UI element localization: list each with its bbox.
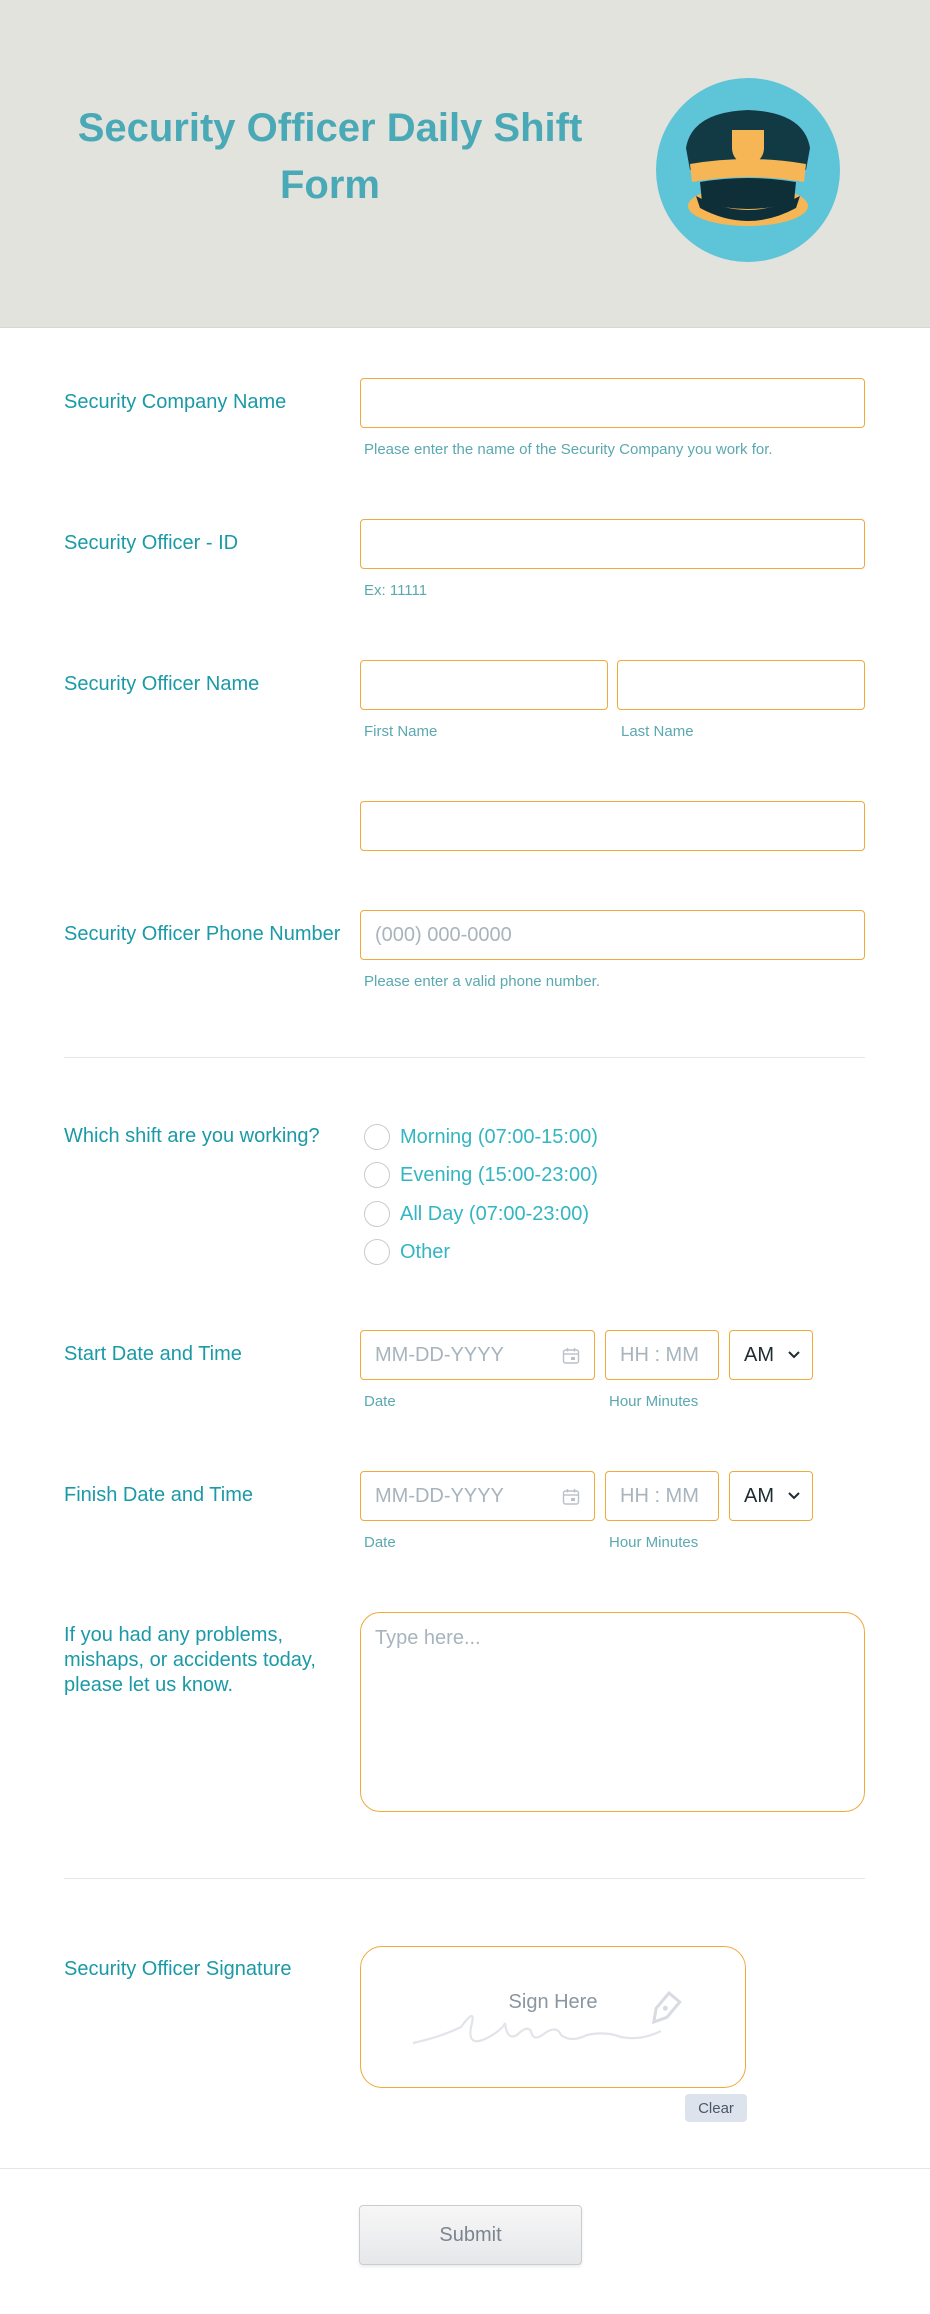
- start-date-input[interactable]: [360, 1330, 595, 1380]
- signature-prompt: Sign Here: [508, 1991, 598, 2013]
- finish-ampm-value: AM: [744, 1484, 774, 1507]
- shift-label: Which shift are you working?: [64, 1125, 320, 1147]
- radio-circle[interactable]: [364, 1124, 390, 1150]
- start-datetime-label: Start Date and Time: [64, 1343, 242, 1365]
- start-ampm-value: AM: [744, 1343, 774, 1366]
- radio-label: All Day (07:00-23:00): [400, 1202, 589, 1225]
- phone-label: Security Officer Phone Number: [64, 923, 341, 945]
- finish-ampm-select[interactable]: [729, 1471, 813, 1521]
- shift-option-other[interactable]: [364, 1236, 450, 1268]
- officer-name-extra-input[interactable]: [360, 801, 865, 851]
- footer-divider: [0, 2168, 930, 2169]
- radio-circle[interactable]: [364, 1239, 390, 1265]
- police-cap-logo-icon: [656, 78, 840, 262]
- shift-option-evening[interactable]: [364, 1159, 598, 1191]
- radio-circle[interactable]: [364, 1201, 390, 1227]
- radio-label: Other: [400, 1240, 451, 1263]
- shift-option-morning[interactable]: [364, 1121, 598, 1153]
- finish-time-input[interactable]: HH : MM: [605, 1471, 719, 1521]
- calendar-icon[interactable]: [562, 1488, 580, 1506]
- signature-label: Security Officer Signature: [64, 1958, 292, 1980]
- phone-hint: Please enter a valid phone number.: [364, 973, 600, 990]
- start-date-hint: Date: [364, 1393, 396, 1410]
- radio-label: Evening (15:00-23:00): [400, 1163, 598, 1186]
- last-name-input[interactable]: [617, 660, 865, 710]
- first-name-hint: First Name: [364, 723, 438, 740]
- radio-label: Morning (07:00-15:00): [400, 1125, 598, 1148]
- finish-datetime-label: Finish Date and Time: [64, 1484, 253, 1506]
- chevron-down-icon: [788, 1351, 800, 1359]
- officer-id-label: Security Officer - ID: [64, 532, 239, 554]
- finish-date-input[interactable]: [360, 1471, 595, 1521]
- company-name-hint: Please enter the name of the Security Company you work for.: [364, 441, 773, 458]
- finish-date-hint: Date: [364, 1534, 396, 1551]
- chevron-down-icon: [788, 1492, 800, 1500]
- phone-input[interactable]: (000) 000-0000: [360, 910, 865, 960]
- radio-circle[interactable]: [364, 1162, 390, 1188]
- company-name-label: Security Company Name: [64, 391, 287, 413]
- officer-id-hint: Ex: 11111: [364, 582, 428, 599]
- clear-signature-button[interactable]: Clear: [685, 2094, 747, 2122]
- section-divider: [64, 1057, 865, 1058]
- start-date-placeholder: MM-DD-YYYY: [375, 1343, 504, 1366]
- calendar-icon[interactable]: [562, 1347, 580, 1365]
- start-time-hint: Hour Minutes: [609, 1393, 699, 1410]
- form-title: Security Officer Daily Shift Form: [77, 106, 583, 207]
- signature-scribble-icon: [411, 1987, 711, 2057]
- section-divider: [64, 1878, 865, 1879]
- start-ampm-select[interactable]: [729, 1330, 813, 1380]
- finish-date-placeholder: MM-DD-YYYY: [375, 1484, 504, 1507]
- officer-name-label: Security Officer Name: [64, 673, 260, 695]
- officer-id-input[interactable]: [360, 519, 865, 569]
- start-time-input[interactable]: HH : MM: [605, 1330, 719, 1380]
- last-name-hint: Last Name: [621, 723, 694, 740]
- company-name-input[interactable]: [360, 378, 865, 428]
- submit-button[interactable]: Submit: [359, 2205, 582, 2265]
- shift-option-all-day[interactable]: [364, 1198, 589, 1230]
- problems-textarea[interactable]: Type here...: [360, 1612, 865, 1812]
- finish-time-hint: Hour Minutes: [609, 1534, 699, 1551]
- problems-label: If you had any problems, mishaps, or accidents today, please let us know.: [64, 1624, 316, 1696]
- form-header: [0, 0, 930, 328]
- first-name-input[interactable]: [360, 660, 608, 710]
- signature-pad[interactable]: [360, 1946, 746, 2088]
